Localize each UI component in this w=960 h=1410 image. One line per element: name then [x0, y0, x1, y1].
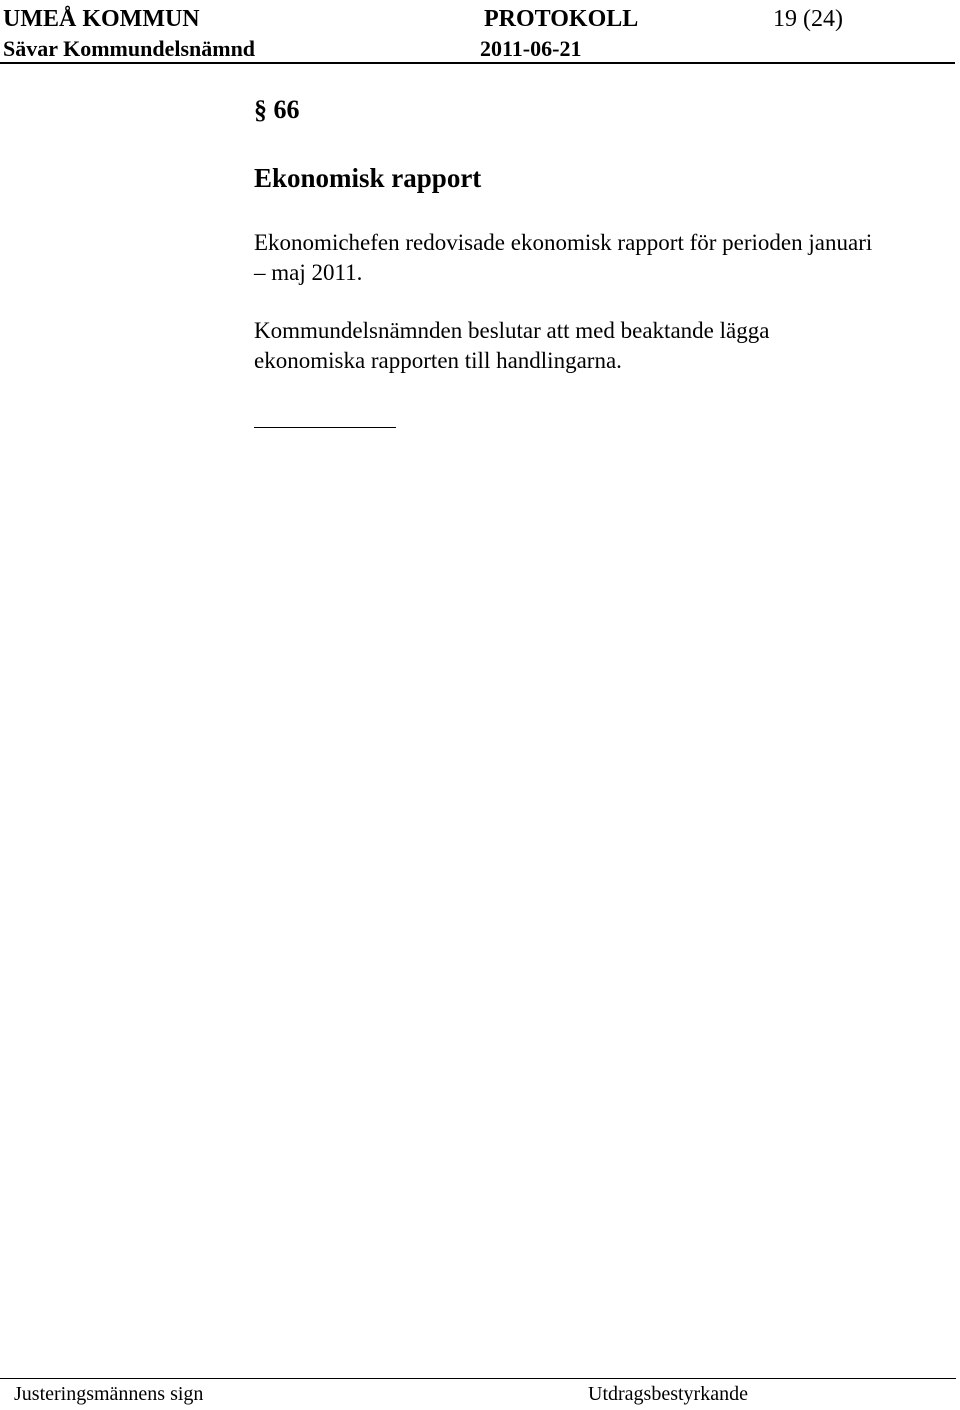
footer-divider	[0, 1378, 956, 1379]
page-number: 19 (24)	[773, 6, 843, 32]
section-end-divider	[254, 427, 396, 428]
committee-name: Sävar Kommundelsnämnd	[3, 36, 256, 61]
signature-label: Justeringsmännens sign	[14, 1383, 204, 1405]
header-divider	[0, 62, 955, 64]
document-type: PROTOKOLL	[484, 6, 639, 32]
paragraph-line: – maj 2011.	[254, 260, 363, 285]
paragraph-line: ekonomiska rapporten till handlingarna.	[254, 348, 622, 373]
paragraph-line: Kommundelsnämnden beslutar att med beaktande lägga	[254, 318, 770, 343]
report-paragraph	[254, 228, 954, 288]
section-title: Ekonomisk rapport	[254, 163, 482, 193]
certification-label: Utdragsbestyrkande	[588, 1383, 748, 1405]
decision-paragraph	[254, 316, 954, 376]
organization-name: UMEÅ KOMMUN	[3, 6, 200, 32]
section-number: § 66	[254, 95, 300, 124]
paragraph-line: Ekonomichefen redovisade ekonomisk rapport för perioden januari	[254, 230, 873, 255]
meeting-date: 2011-06-21	[480, 36, 582, 61]
